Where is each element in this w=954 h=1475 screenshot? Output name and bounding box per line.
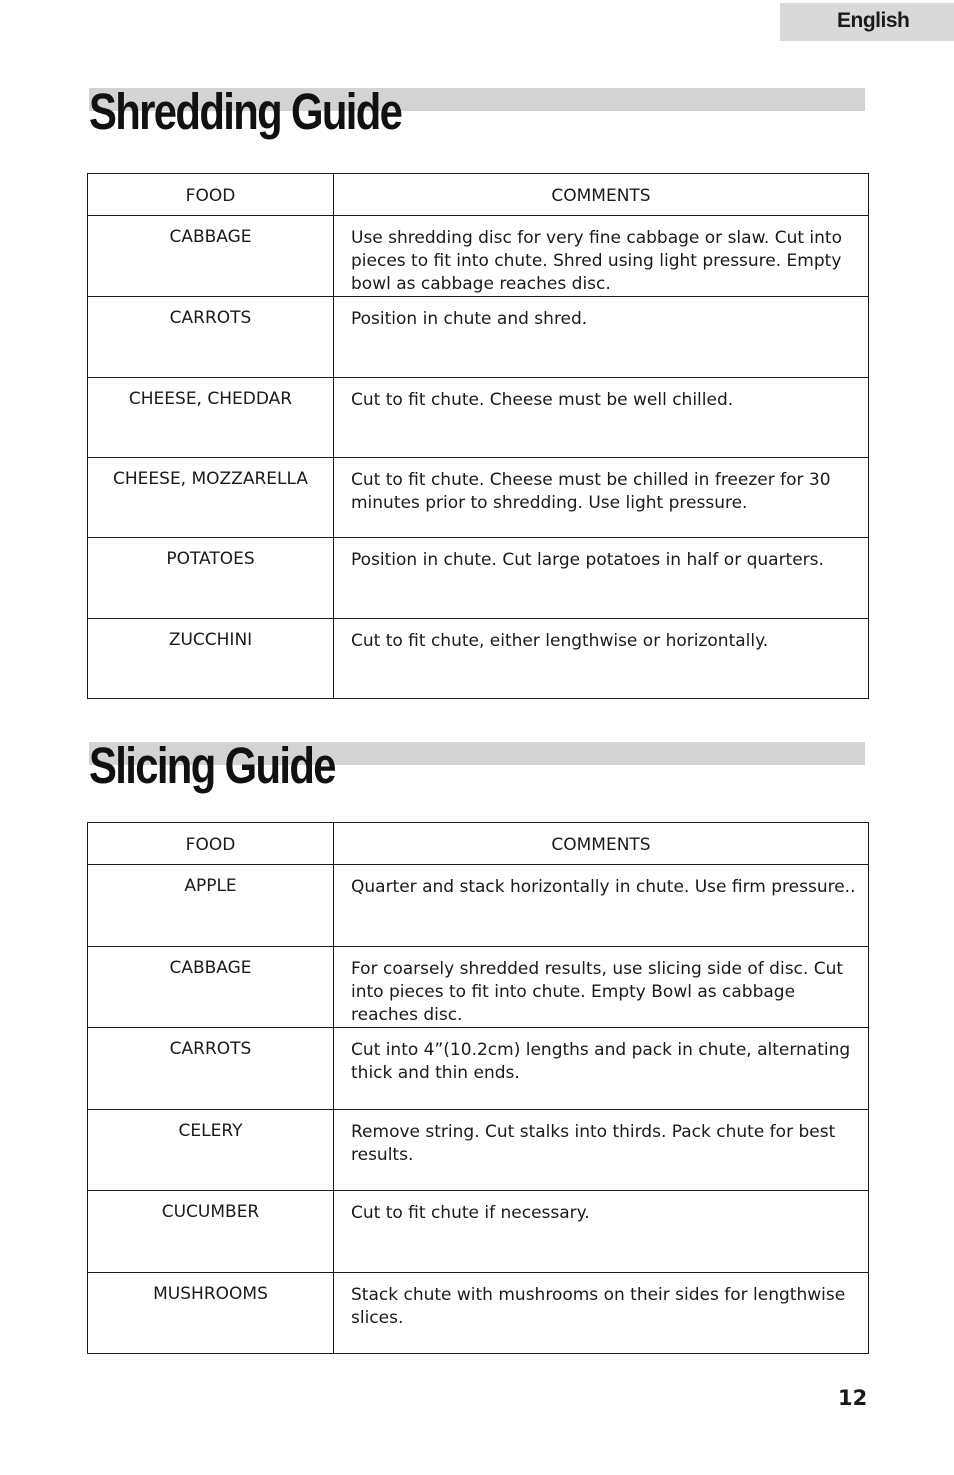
column-header-comments: COMMENTS [334,823,869,865]
food-cell: APPLE [88,865,334,947]
food-cell: CARROTS [88,1028,334,1110]
table-row [88,865,869,947]
food-cell: CUCUMBER [88,1191,334,1273]
table-header-row [88,174,869,216]
column-header-comments: COMMENTS [334,174,869,216]
table-header-row [88,823,869,865]
table-row [88,378,869,458]
column-header-food: FOOD [88,174,334,216]
food-cell: MUSHROOMS [88,1273,334,1354]
comment-cell: Cut into 4”(10.2cm) lengths and pack in chute, alternating thick and thin ends. [334,1028,869,1110]
comment-cell: Remove string. Cut stalks into thirds. Pack chute for best results. [334,1110,869,1191]
comment-cell: Cut to fit chute. Cheese must be well chilled. [334,378,869,458]
comment-cell: Position in chute. Cut large potatoes in half or quarters. [334,538,869,619]
comment-cell: Cut to fit chute, either lengthwise or horizontally. [334,619,869,699]
comment-cell: Cut to fit chute. Cheese must be chilled in freezer for 30 minutes prior to shredding. Use light pressure. [334,458,869,538]
slicing-guide-title: Slicing Guide [89,737,335,794]
table-row [88,1273,869,1354]
slicing-guide-table [87,822,869,1354]
food-cell: CABBAGE [88,947,334,1028]
table-row [88,297,869,378]
comment-cell: Position in chute and shred. [334,297,869,378]
table-row [88,1110,869,1191]
comment-cell: Use shredding disc for very fine cabbage or slaw. Cut into pieces to fit into chute. Shred using light pressure. Empty bowl as cabbage reaches disc. [334,216,869,297]
table-row [88,619,869,699]
table-row [88,458,869,538]
comment-cell: For coarsely shredded results, use slicing side of disc. Cut into pieces to fit into chute. Empty Bowl as cabbage reaches disc. [334,947,869,1028]
comment-cell: Quarter and stack horizontally in chute. Use firm pressure.. [334,865,869,947]
food-cell: POTATOES [88,538,334,619]
table-row [88,1191,869,1273]
comment-cell: Stack chute with mushrooms on their sides for lengthwise slices. [334,1273,869,1354]
shredding-guide-table [87,173,869,699]
table-row [88,1028,869,1110]
table-row [88,947,869,1028]
column-header-food: FOOD [88,823,334,865]
comment-cell: Cut to fit chute if necessary. [334,1191,869,1273]
food-cell: CABBAGE [88,216,334,297]
language-tab: English [780,3,954,41]
food-cell: ZUCCHINI [88,619,334,699]
table-row [88,538,869,619]
food-cell: CHEESE, CHEDDAR [88,378,334,458]
page-number: 12 [838,1386,868,1410]
food-cell: CELERY [88,1110,334,1191]
table-row [88,216,869,297]
food-cell: CHEESE, MOZZARELLA [88,458,334,538]
shredding-guide-title: Shredding Guide [89,83,402,140]
food-cell: CARROTS [88,297,334,378]
